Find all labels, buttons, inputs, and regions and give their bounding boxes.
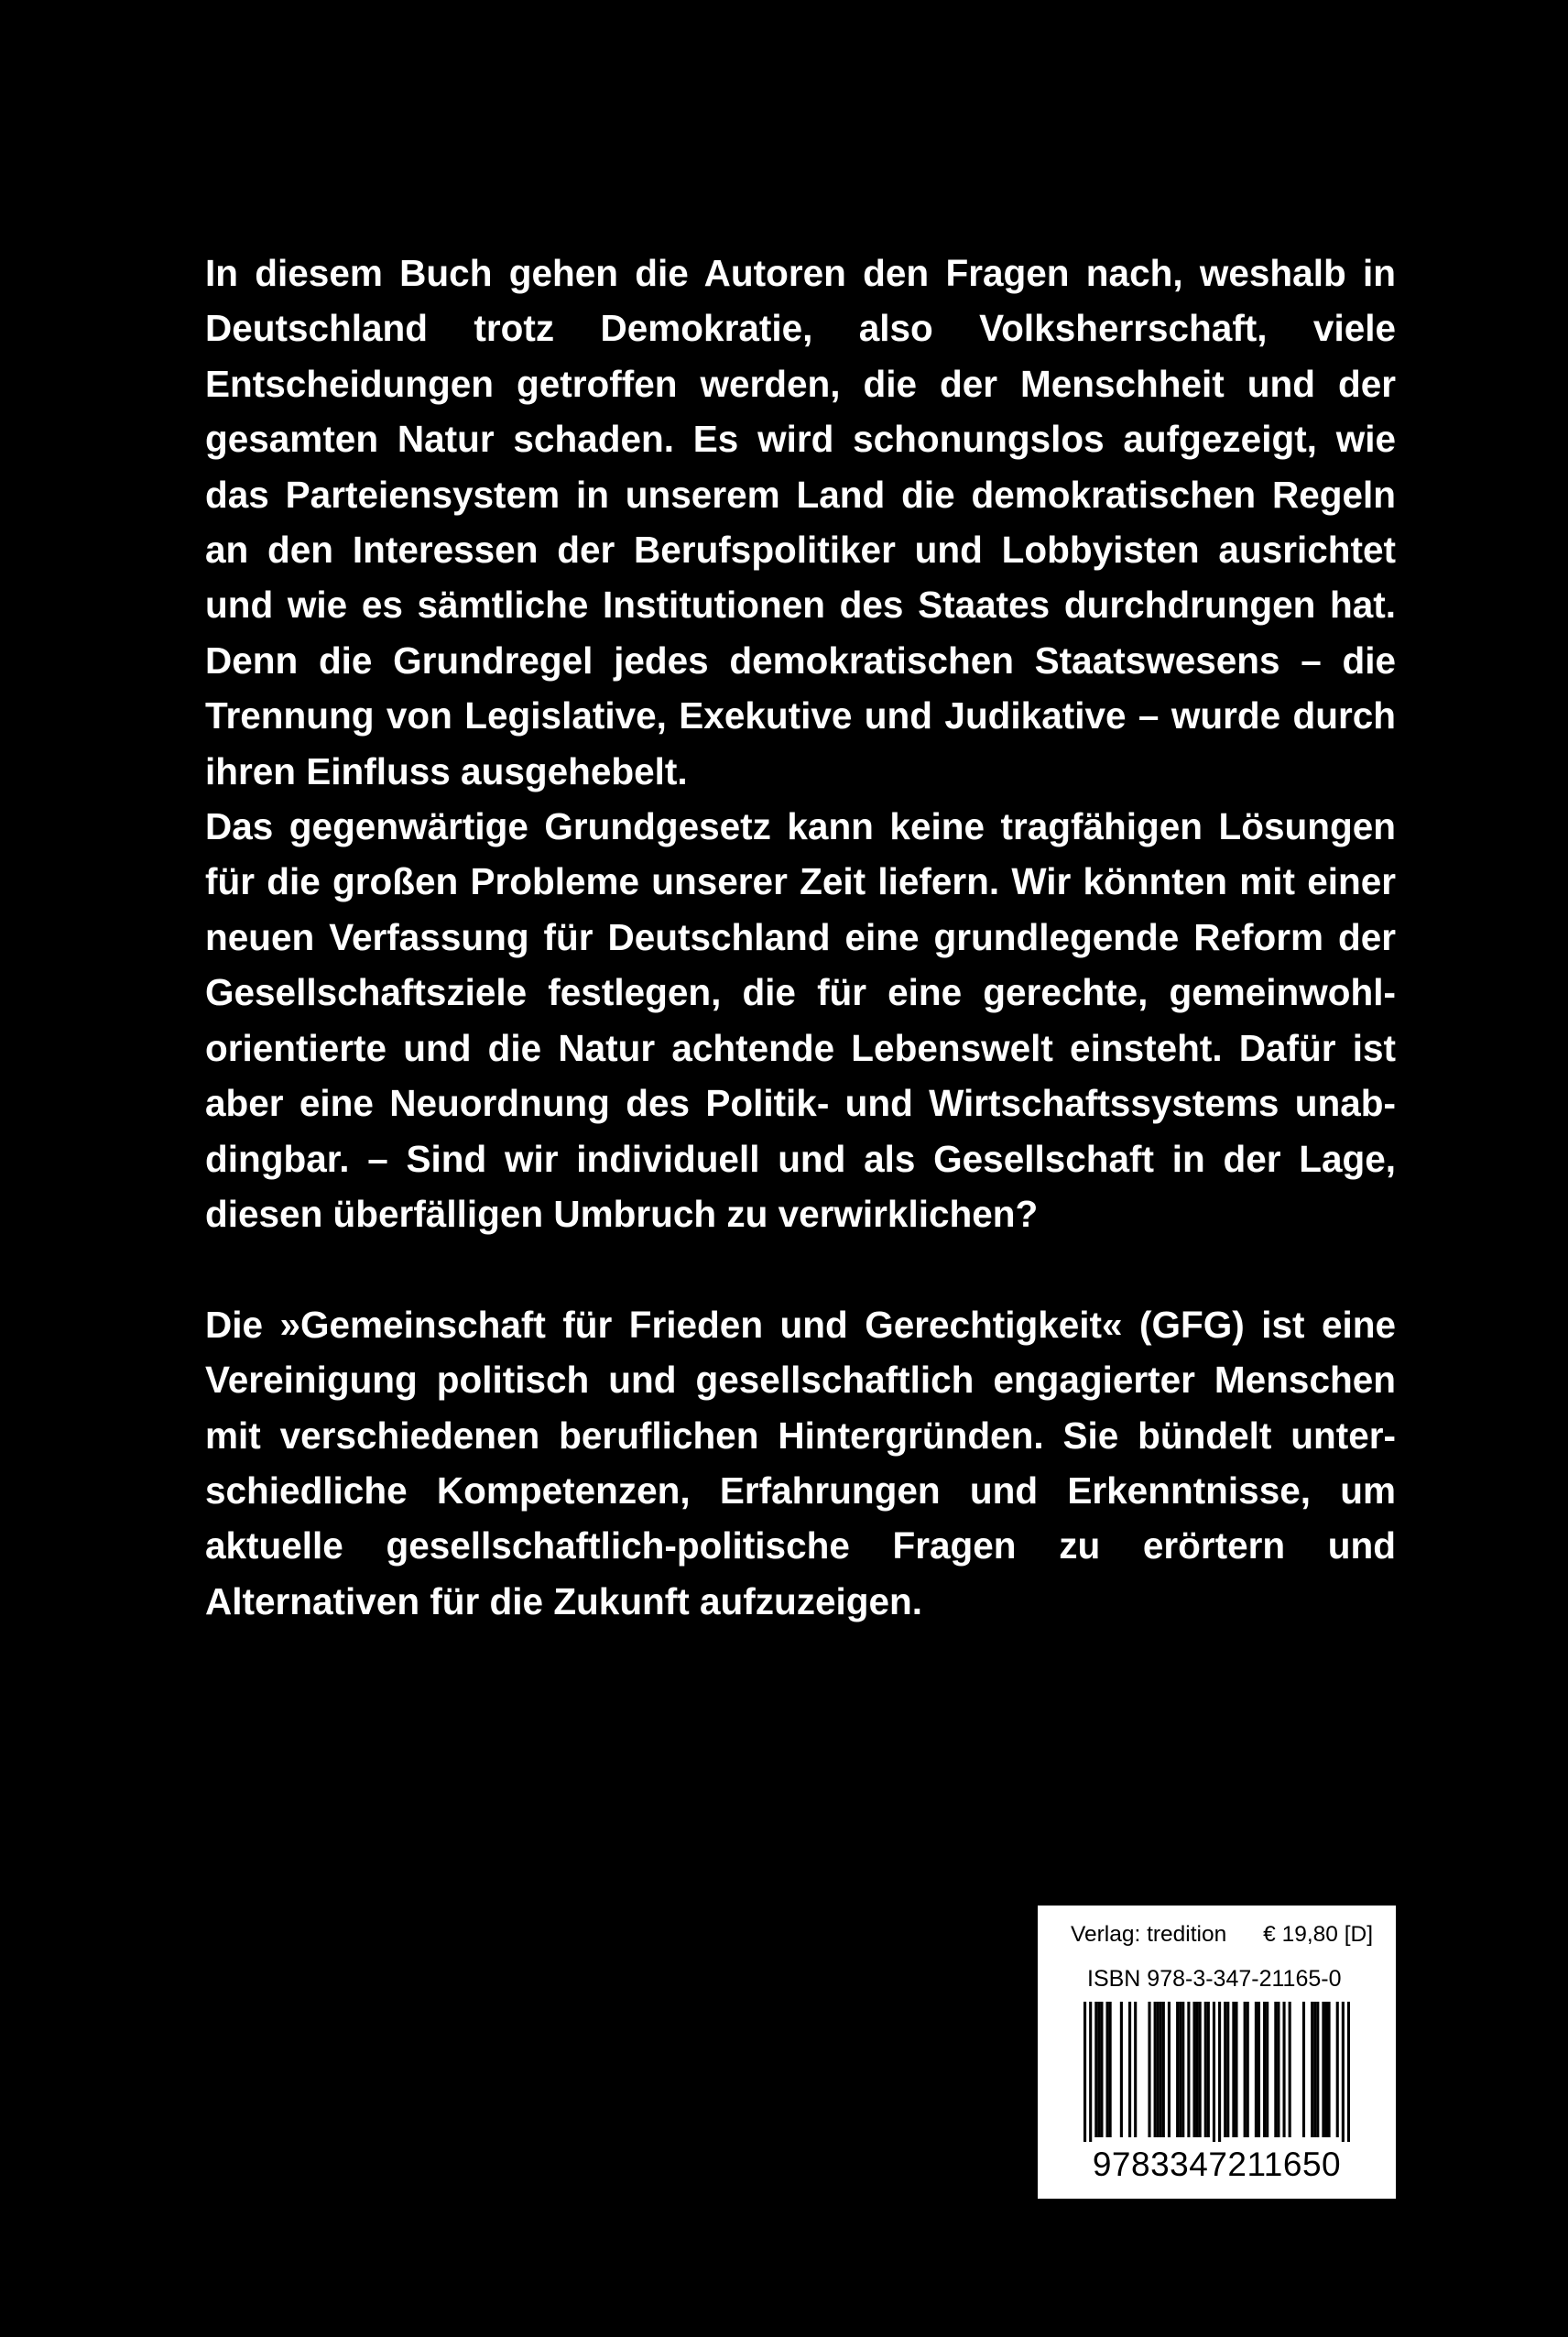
barcode-bar (1179, 2002, 1181, 2137)
barcode-bar (1302, 2002, 1305, 2137)
barcode-bar (1196, 2002, 1199, 2137)
barcode-bar (1097, 2002, 1100, 2137)
barcode-bar (1148, 2002, 1150, 2137)
barcode-bar (1218, 2002, 1221, 2142)
barcode-bar (1232, 2002, 1235, 2137)
barcode-bar (1247, 2002, 1249, 2137)
barcode-bar (1324, 2002, 1327, 2137)
isbn-label: ISBN 978-3-347-21165-0 (1087, 1966, 1342, 1992)
barcode-bar (1207, 2002, 1210, 2137)
barcode-bar (1316, 2002, 1319, 2137)
barcode-bar (1199, 2002, 1202, 2137)
barcode-bar (1162, 2002, 1165, 2137)
barcode-bar (1176, 2002, 1179, 2137)
barcode-bar (1168, 2002, 1171, 2137)
barcode-bar (1157, 2002, 1160, 2137)
barcode-bar (1109, 2002, 1112, 2137)
barcode-bar (1226, 2002, 1229, 2137)
barcode-bar (1244, 2002, 1247, 2137)
barcode-bar (1282, 2002, 1285, 2137)
back-cover-blurb (205, 246, 1396, 1629)
barcode-bar (1134, 2002, 1137, 2137)
barcode-bar (1274, 2002, 1277, 2137)
barcode-bar (1224, 2002, 1226, 2137)
barcode-bar (1187, 2002, 1190, 2137)
barcode-panel (1038, 1906, 1396, 2199)
barcode-bar (1235, 2002, 1237, 2137)
barcode-bar (1154, 2002, 1157, 2137)
barcode-bar (1204, 2002, 1207, 2137)
barcode-bar (1094, 2002, 1097, 2137)
barcode-bar (1277, 2002, 1279, 2137)
barcode-bar (1327, 2002, 1330, 2137)
barcode-bar (1089, 2002, 1092, 2142)
barcode-bar (1120, 2002, 1123, 2137)
price-label: € 19,80 [D] (1263, 1922, 1373, 1947)
barcode-bar (1322, 2002, 1324, 2137)
barcode-bar (1347, 2002, 1350, 2142)
barcode-bar (1311, 2002, 1313, 2137)
barcode-bar (1128, 2002, 1131, 2137)
barcode-icon (1083, 2002, 1350, 2142)
barcode-bar (1192, 2002, 1195, 2137)
barcode-bar (1100, 2002, 1103, 2137)
barcode-bar (1289, 2002, 1291, 2137)
barcode-bar (1255, 2002, 1258, 2137)
blurb-paragraph-2: Das gegenwärtige Grundgesetz kann keine tragfähigen Lösungen für die großen Probleme unserer Zeit liefern. Wir könnten mit einer neuen Verfassung für Deutschland eine grundlegende Reform der Gesellschaftsziele festlegen, die für eine gerechte, gemeinwohlorientierte und die Natur achtende Lebenswelt einsteht. Dafür ist aber eine Neuordnung des Politik- und Wirtschaftssystems unabdingbar. – Sind wir individuell und als Gesellschaft in der Lage, diesen überfälligen Umbruch zu verwirklichen? (205, 805, 1396, 1235)
barcode-bar (1336, 2002, 1339, 2137)
barcode-bar (1106, 2002, 1109, 2137)
barcode-bar (1083, 2002, 1086, 2142)
publisher-price-row (1071, 1922, 1373, 1948)
barcode-bar (1266, 2002, 1269, 2137)
barcode-bar (1213, 2002, 1215, 2142)
barcode-bar (1313, 2002, 1316, 2137)
barcode-bar (1263, 2002, 1266, 2137)
barcode-bar (1181, 2002, 1184, 2137)
blurb-paragraph-3: Die »Gemeinschaft für Frieden und Gerechtigkeit« (GFG) ist eine Vereinigung politisch und gesellschaftlich engagierter Menschen mit verschiedenen beruflichen Hintergründen. Sie bündelt unterschiedliche Kompetenzen, Erfahrungen und Erkenntnisse, um aktuelle gesellschaftlich-politische Fragen zu erörtern und Alternativen für die Zukunft aufzuzeigen. (205, 1303, 1396, 1622)
barcode-bar (1258, 2002, 1260, 2137)
barcode-bar (1160, 2002, 1162, 2137)
blurb-paragraph-1: In diesem Buch gehen die Autoren den Fragen nach, weshalb in Deutschland trotz Demokratie, also Volksherrschaft, viele Entscheidungen getroffen werden, die der Menschheit und der gesamten Natur schaden. Es wird schonungslos aufgezeigt, wie das Parteiensystem in unserem Land die demokratischen Regeln an den Interessen der Berufspolitiker und Lobbyisten ausrichtet und wie es sämtliche Institutionen des Staates durchdrungen hat. Denn die Grundregel jedes demokratischen Staatswesens – die Trennung von Legislative, Exekutive und Judikative – wurde durch ihren Einfluss ausgehebelt. (205, 252, 1396, 792)
publisher-label: Verlag: tredition (1071, 1922, 1227, 1947)
barcode-bar (1342, 2002, 1345, 2142)
barcode-digits: 9783347211650 (1092, 2146, 1342, 2183)
